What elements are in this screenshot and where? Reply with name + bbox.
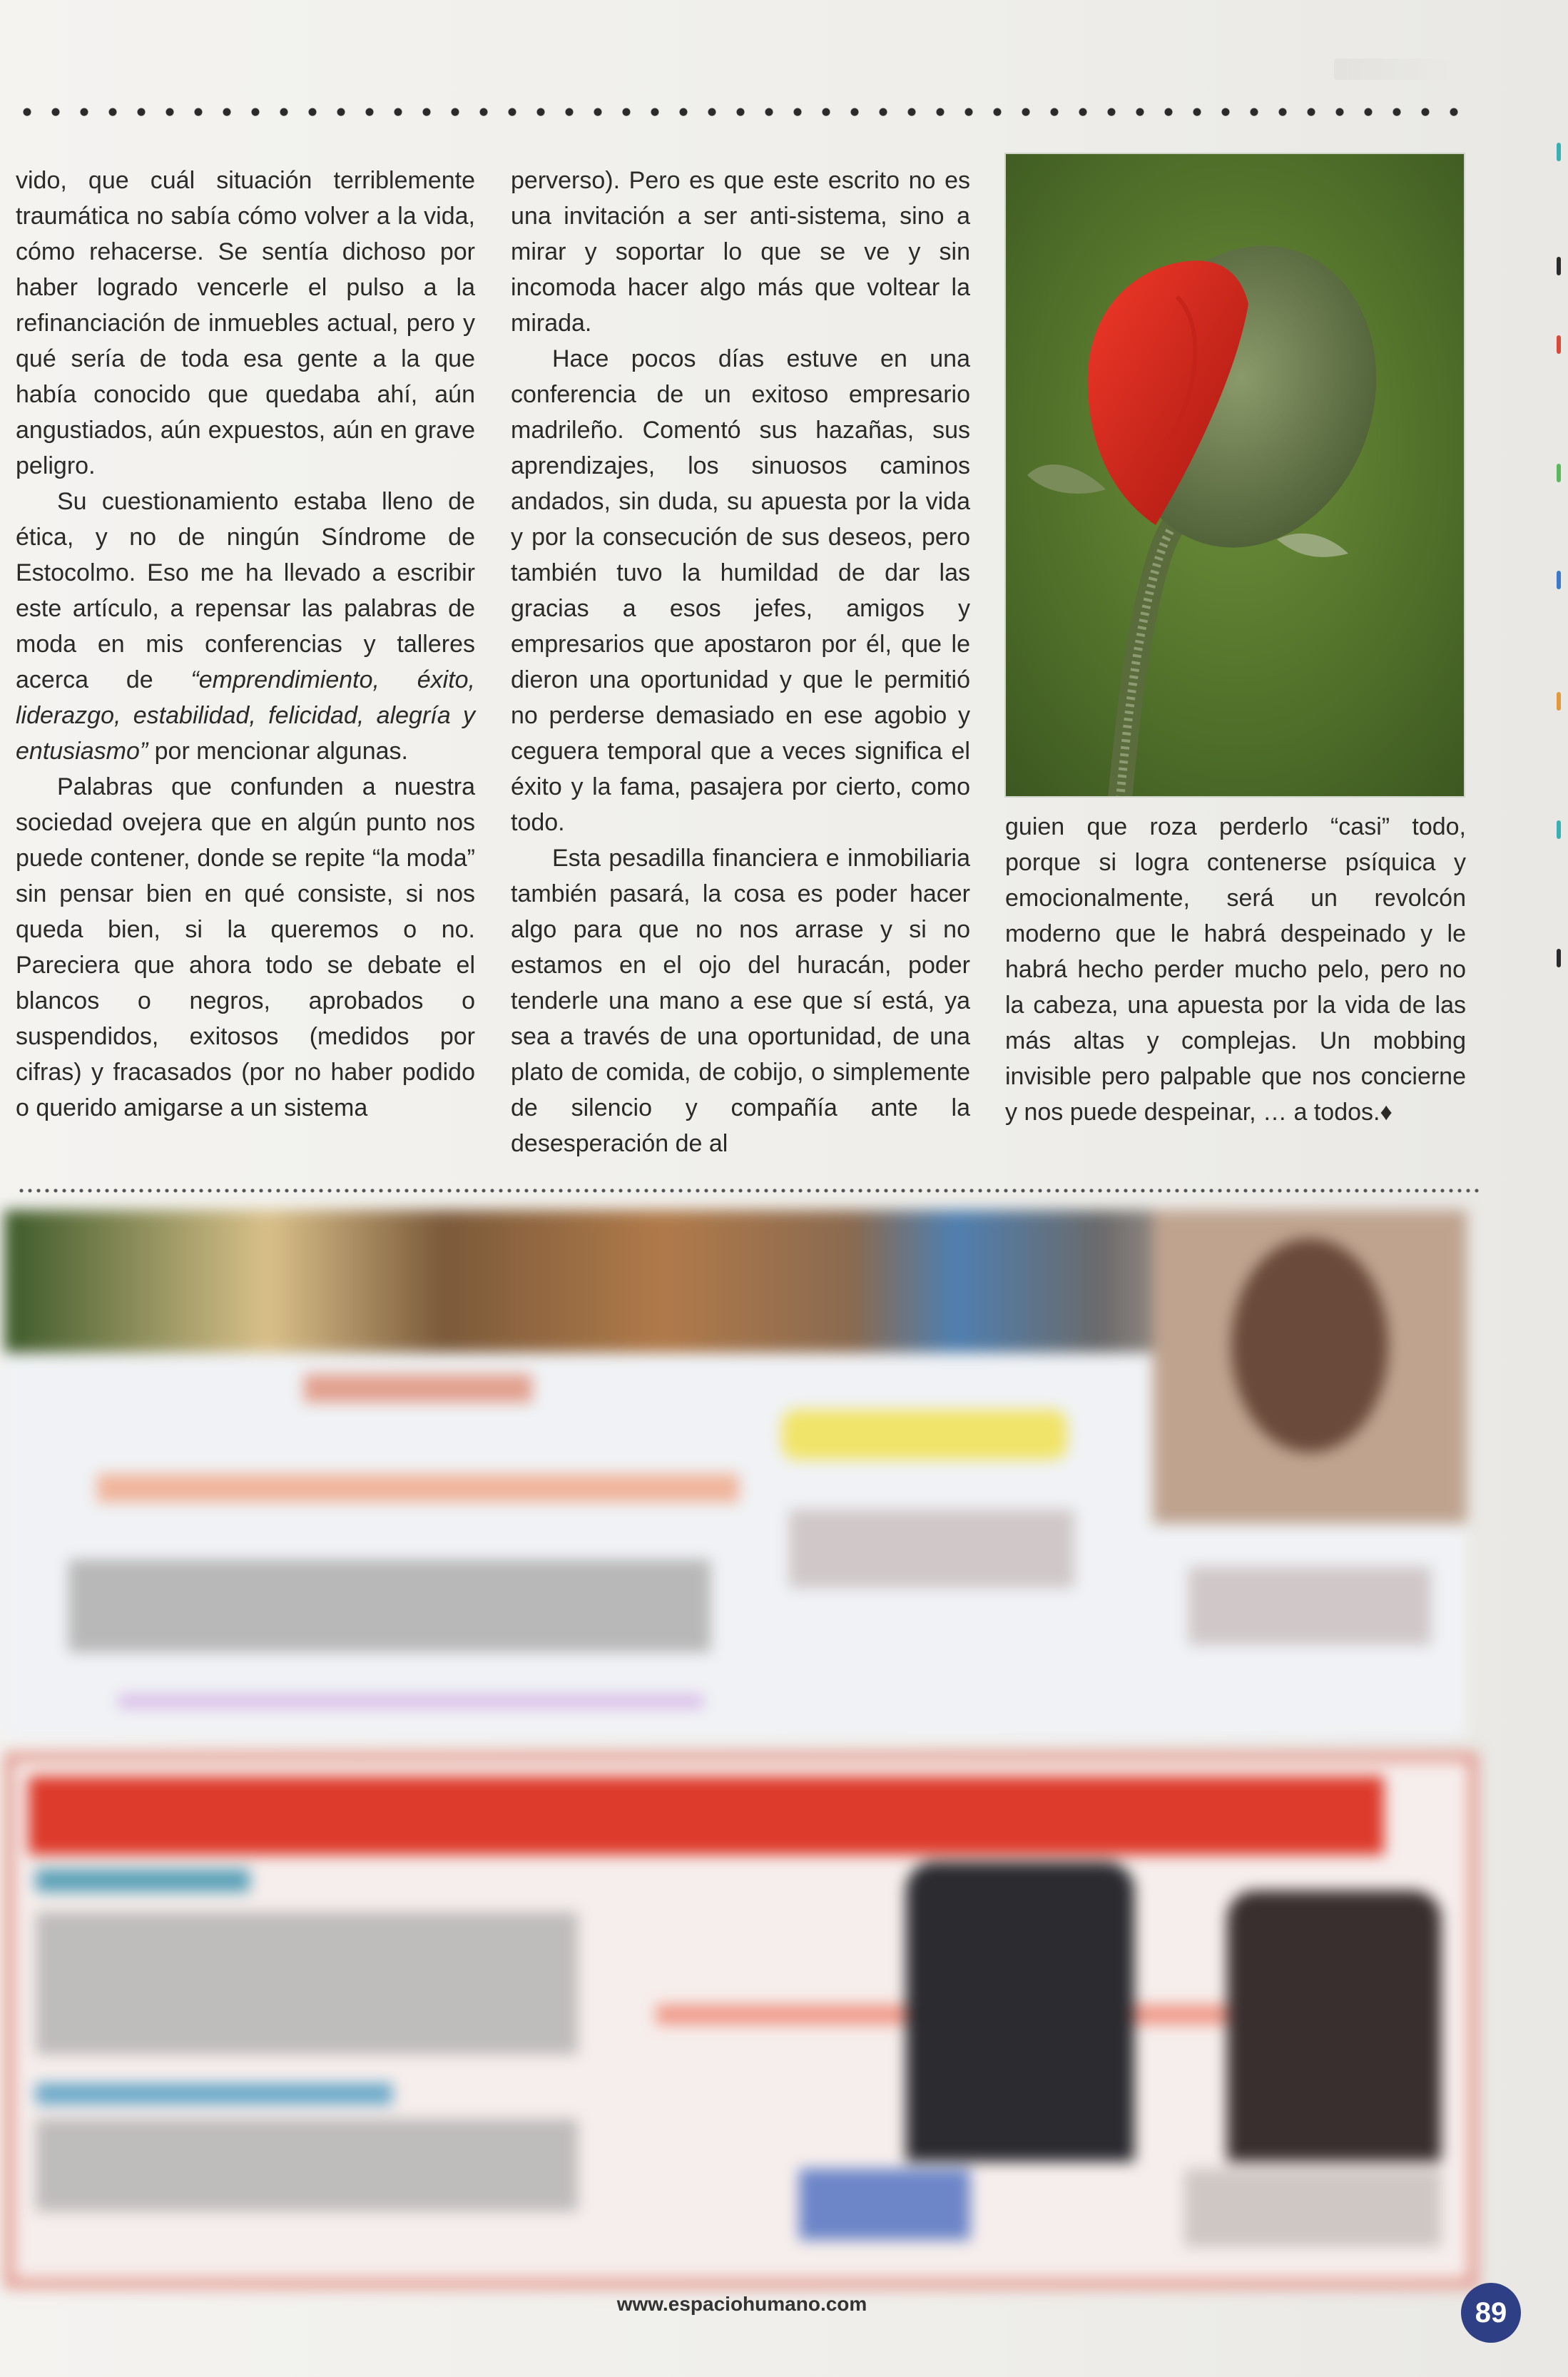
blurred-advertisement-top [4,1210,1467,1738]
paragraph: Hace pocos días estuve en una conferencia de un exitoso empresario madrileño. Comentó sus hazañas, sus aprendizajes, los sinuosos caminos andados, sin duda, su apuesta por la vida y por la consecución de sus deseos, pero también tuvo la humildad de dar las gracias a esos jefes, amigos y empresarios que apostaron por él, que le dieron una oportunidad y que le permitió no perderse demasiado en ese agobio y ceguera temporal que a veces significa el éxito y la fama, pasajera por cierto, como todo. [511,345,970,836]
paragraph: perverso). Pero es que este escrito no es una invitación a ser anti-sistema, sino a mirar y soportar lo que se ve y sin incomoda hacer algo más que voltear la mirada. [511,167,970,337]
page-number-badge: 89 [1461,2283,1521,2343]
emphasis-words: “emprendimiento, éxito, liderazgo, estabilidad, felicidad, alegría y entusiasmo” [16,666,475,765]
blurred-advertisement-bottom [4,1752,1478,2289]
page-edge-color-marks [1554,107,1568,1177]
poppy-bud-photo [1004,153,1465,798]
paragraph: Esta pesadilla financiera e inmobiliaria también pasará, la cosa es poder hacer algo para que no nos arrase y si no estamos en el ojo del huracán, poder tenderle una mano a ese que sí está, ya sea a través de una oportunidad, de una plato de comida, de cobijo, o simplemente de silencio y compañía ante la desesperación de al [511,845,970,1157]
top-dotted-rule [13,107,1468,117]
footer-website: www.espaciohumano.com [616,2293,867,2315]
paragraph: Palabras que confunden a nuestra sociedad ovejera que en algún punto nos puede contener, donde se repite “la moda” sin pensar bien en qué consiste, si nos queda bien, si la queremos o no. Pareciera que ahora todo se debate el blancos o negros, aprobados o suspendidos, exitosos (medidos por cifras) y fracasados (por no haber podido o querido amigarse a un sistema [16,773,475,1121]
article-column-3 [1005,809,1466,1130]
header-ghost-text [1334,58,1448,80]
paragraph: guien que roza perderlo “casi” todo, porque si logra contenerse psíquica y emocionalmente, será un revolcón moderno que le habrá despeinado y le habrá hecho perder mucho pelo, pero no la cabeza, una apuesta por la vida de las más altas y complejas. Un mobbing invisible pero palpable que nos concierne y nos puede despeinar, … a todos.♦ [1005,813,1466,1126]
paragraph: Su cuestionamiento estaba lleno de ética, y no de ningún Síndrome de Estocolmo. Eso me ha llevado a escribir este artículo, a repensar las palabras de moda en mis conferencias y talleres acerca de “emprendimiento, éxito, liderazgo, estabilidad, felicidad, alegría y entusiasmo” por mencionar algunas. [16,488,475,765]
paragraph: vido, que cuál situación terriblemente traumática no sabía cómo volver a la vida, cómo rehacerse. Se sentía dichoso por haber logrado vencerle el pulso a la refinanciación de inmuebles actual, pero y qué sería de toda esa gente a la que había conocido que quedaba ahí, aún angustiados, aún expuestos, aún en grave peligro. [16,167,475,479]
bottom-dotted-rule [17,1188,1480,1193]
article-column-1 [16,163,475,1126]
article-column-2 [511,163,970,1161]
poppy-image-icon [1006,154,1465,798]
